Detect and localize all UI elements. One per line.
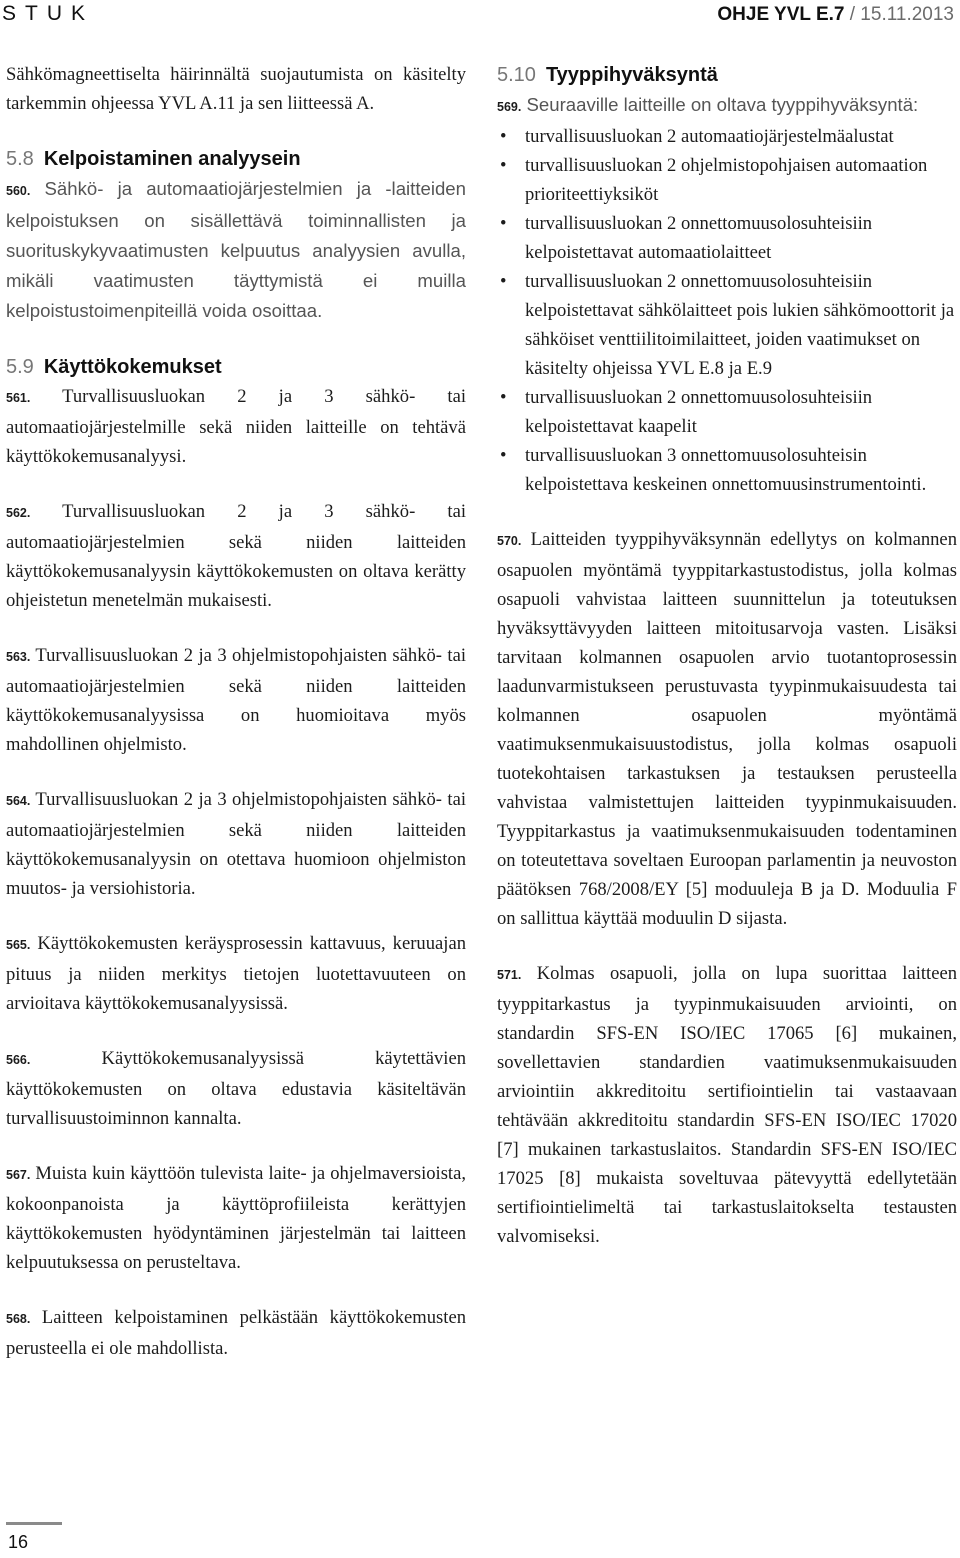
bullet-icon: • <box>500 126 507 147</box>
paragraph-text: Muista kuin käyttöön tulevista laite- ja ohjelmaversioista, kokoonpanoista ja käyttöprofiileista kerättyjen käyttökokemusten hyödyntäminen järjestelmän tai laitteen kelpuutuksessa on perusteltava. <box>6 1163 466 1273</box>
paragraph-text: Turvallisuusluokan 2 ja 3 ohjelmistopohjaisten sähkö- tai automaatiojärjestelmien sekä niiden laitteiden käyttökokemusanalyysissa on huomioitava myös mahdollinen ohjelmisto. <box>6 645 466 755</box>
list-item-text: turvallisuusluokan 2 onnettomuusolosuhteisiin kelpoistettavat sähkölaitteet pois lukien sähkömoottorit ja sähköiset venttiilitoimilaitteet, joiden vaatimukset on käsitelty ohjeissa YVL E.8 ja E.9 <box>525 271 955 379</box>
section-number: 5.10 <box>497 64 536 86</box>
bullet-icon: • <box>500 155 507 176</box>
paragraph-number: 564. <box>6 794 31 808</box>
page-number: 16 <box>8 1532 29 1552</box>
list-item <box>497 441 957 499</box>
paragraph-number: 565. <box>6 938 31 952</box>
list-item <box>497 122 957 151</box>
paragraph-number: 568. <box>6 1312 31 1326</box>
document-date: / 15.11.2013 <box>844 4 954 25</box>
list-item-text: turvallisuusluokan 2 onnettomuusolosuhteisiin kelpoistettavat automaatiolaitteet <box>525 213 873 263</box>
bullet-icon: • <box>500 445 507 466</box>
bullet-icon: • <box>500 271 507 292</box>
paragraph-number: 560. <box>6 184 31 198</box>
section-heading-5-9 <box>6 352 466 382</box>
document-code: OHJE YVL E.7 <box>717 4 845 25</box>
right-column <box>497 60 957 1277</box>
list-item-text: turvallisuusluokan 2 automaatiojärjestelmäalustat <box>525 126 894 147</box>
list-item <box>497 151 957 209</box>
paragraph-563 <box>6 641 466 759</box>
section-number: 5.9 <box>6 356 34 378</box>
type-approval-list <box>497 122 957 499</box>
paragraph-562 <box>6 497 466 615</box>
paragraph-561 <box>6 382 466 471</box>
paragraph-564 <box>6 785 466 903</box>
paragraph-number: 569. <box>497 100 522 114</box>
paragraph-569 <box>497 90 957 122</box>
paragraph-565 <box>6 929 466 1018</box>
paragraph-566 <box>6 1044 466 1133</box>
left-column <box>6 60 466 1389</box>
paragraph-number: 563. <box>6 650 31 664</box>
paragraph-571 <box>497 959 957 1251</box>
footer-rule <box>6 1522 62 1525</box>
section-number: 5.8 <box>6 148 34 170</box>
paragraph-text: Kolmas osapuoli, jolla on lupa suorittaa laitteen tyyppitarkastus ja tyypinmukaisuuden arviointi, on standardin SFS-EN ISO/IEC 17065 [6] mukainen, sovellettavien standardien vaatimuksenmukaisuuden arviointiin akkreditoitu sertifiointielin tai vastaavaan tehtävään akkreditoitu standardin SFS-EN ISO/IEC 17020 [7] mukainen tarkastuslaitos. Standardin SFS-EN ISO/IEC 17025 [8] mukaista soveltuvaa pätevyyttä edellytetään sertifiointielimeltä tai tarkastuslaitokselta testausten valvomiseksi. <box>497 963 957 1247</box>
paragraph-number: 562. <box>6 506 31 520</box>
page-header <box>0 0 960 28</box>
paragraph-number: 561. <box>6 391 31 405</box>
paragraph-text: Turvallisuusluokan 2 ja 3 ohjelmistopohjaisten sähkö- tai automaatiojärjestelmien sekä niiden laitteiden käyttökokemusanalyysin on otettava huomioon ohjelmiston muutos- ja versiohistoria. <box>6 789 466 899</box>
document-reference <box>717 4 954 26</box>
paragraph-number: 567. <box>6 1168 31 1182</box>
paragraph-560 <box>6 174 466 326</box>
list-item <box>497 383 957 441</box>
section-title: Tyyppihyväksyntä <box>545 64 718 86</box>
paragraph-text: Turvallisuusluokan 2 ja 3 sähkö- tai automaatiojärjestelmille sekä niiden laitteille on tehtävä käyttökokemusanalyysi. <box>6 386 466 467</box>
paragraph-text: Laitteiden tyyppihyväksynnän edellytys on kolmannen osapuolen myöntämä tyyppitarkastustodistus, jolla kolmas osapuoli vahvistaa laitteen suunnittelun ja toteutuksen hyväksyttävyyden laitteen mitoitusarvoja vasten. Lisäksi tarvitaan kolmannen osapuolen arvio tuotantoprosessin laadunvarmistukseen perustuvasta tyypinmukaisuudesta tai kolmannen osapuolen myöntämä vaatimuksenmukaisuustodistus, jolla kolmas osapuoli tuotekohtaisen tarkastuksen ja testauksen perusteella vahvistaa valmistettujen laitteiden tyypinmukaisuuden. Tyyppitarkastus ja vaatimuksenmukaisuuden todentaminen on toteutettava soveltaen Euroopan parlamentin ja neuvoston päätöksen 768/2008/EY [5] moduuleja B ja D. Moduulia F on sallittua käyttää moduulin D sijasta. <box>497 529 957 929</box>
bullet-icon: • <box>500 213 507 234</box>
section-title: Käyttökokemukset <box>43 356 222 378</box>
paragraph-text: Käyttökokemusanalyysissä käytettävien käyttökokemusten on oltava edustavia käsiteltävän turvallisuustoiminnon kannalta. <box>6 1048 466 1129</box>
paragraph-text: Sähkö- ja automaatiojärjestelmien ja -laitteiden kelpoistuksen on sisällettävä toiminnallisten ja suorituskykyvaatimusten kelpuutus analyysien avulla, mikäli vaatimusten täyttymistä ei muilla kelpoistustoimenpiteillä voida osoittaa. <box>6 178 466 321</box>
intro-paragraph: Sähkömagneettiselta häirinnältä suojautumista on käsitelty tarkemmin ohjeessa YVL A.11 ja sen liitteessä A. <box>6 64 466 114</box>
list-item-text: turvallisuusluokan 2 onnettomuusolosuhteisiin kelpoistettavat kaapelit <box>525 387 873 437</box>
list-item <box>497 209 957 267</box>
paragraph-number: 566. <box>6 1053 31 1067</box>
brand-logo: STUK <box>2 2 95 25</box>
paragraph-number: 571. <box>497 968 522 982</box>
paragraph-text: Turvallisuusluokan 2 ja 3 sähkö- tai automaatiojärjestelmien sekä niiden laitteiden käyttökokemusanalyysin käyttökokemusten on oltava kerätty ohjeistetun menetelmän mukaisesti. <box>6 501 466 611</box>
list-item <box>497 267 957 383</box>
list-item-text: turvallisuusluokan 3 onnettomuusolosuhteisin kelpoistettava keskeinen onnettomuusinstrumentointi. <box>525 445 927 495</box>
paragraph-number: 570. <box>497 534 522 548</box>
paragraph-567 <box>6 1159 466 1277</box>
paragraph-text: Seuraaville laitteille on oltava tyyppihyväksyntä: <box>521 94 919 115</box>
bullet-icon: • <box>500 387 507 408</box>
list-item-text: turvallisuusluokan 2 ohjelmistopohjaisen automaation prioriteettiyksiköt <box>525 155 928 205</box>
paragraph-570 <box>497 525 957 933</box>
section-title: Kelpoistaminen analyysein <box>43 148 301 170</box>
section-heading-5-10 <box>497 60 957 90</box>
paragraph-text: Käyttökokemusten keräysprosessin kattavuus, keruuajan pituus ja niiden merkitys tietojen luotettavuuteen on arvioitava käyttökokemusanalyysissä. <box>6 933 466 1014</box>
section-heading-5-8 <box>6 144 466 174</box>
paragraph-text: Laitteen kelpoistaminen pelkästään käyttökokemusten perusteella ei ole mahdollista. <box>6 1307 466 1359</box>
paragraph-568 <box>6 1303 466 1363</box>
